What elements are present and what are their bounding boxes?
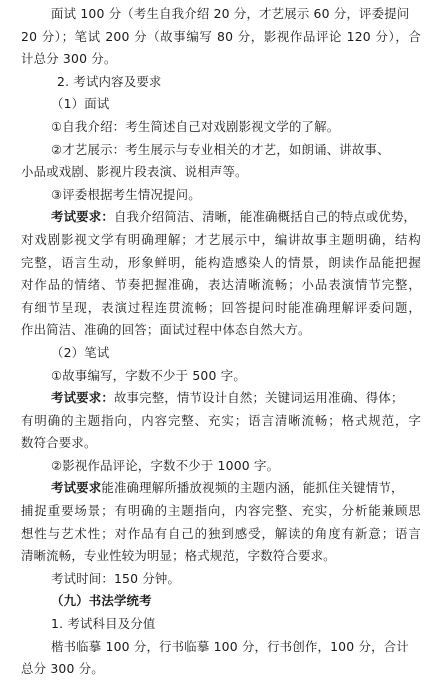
text-line: 楷书临摹 100 分，行书临摹 100 分，行书创作，100 分，合计 (51, 638, 409, 654)
text-line: ①故事编写，字数不少于 500 字。 (51, 367, 246, 383)
text-line: 想性与艺术性；对作品有自己的独到感受，解读的角度有新意；语言 (21, 525, 421, 541)
requirement-label: 考试要求 (51, 480, 102, 496)
text-line: 有明确的主题指向，内容完整、充实；语言清晰流畅；格式规范，字 (21, 412, 421, 428)
subsection-heading: （1）面试 (51, 96, 110, 112)
text-line: 计总分 300 分。 (21, 51, 117, 67)
text-line (21, 387, 421, 410)
text-line: 总分 300 分。 (21, 661, 104, 677)
requirement-label: 考试要求： (51, 209, 114, 225)
text-line: 清晰流畅，专业性较为明显；格式规范，字数符合要求。 (21, 548, 336, 564)
text-line: 20 分）；笔试 200 分（故事编写 80 分，影视作品评论 120 分），合 (21, 28, 421, 44)
requirement-text: 能准确理解所播放视频的主题内涵，能抓住关键情节， (101, 480, 404, 496)
section-heading: （九）书法学统考 (51, 593, 152, 609)
text-line: ③评委根据考生情况提问。 (51, 186, 201, 202)
text-line: 对作品的情绪、节奏把握准确，表达清晰流畅；小品表演情节完整， (21, 277, 421, 293)
text-line: 数符合要求。 (21, 435, 97, 451)
text-line: 完整，语言生动，形象鲜明，能构造感染人的情景，朗读作品能把握 (21, 254, 421, 270)
requirement-text: 自我介绍简洁、清晰，能准确概括自己的特点或优势， (113, 209, 417, 225)
text-line: 捕捉重要场景；有明确的主题指向，内容完整、充实，分析能兼顾思 (21, 503, 421, 519)
text-line: 考试时间：150 分钟。 (51, 570, 181, 586)
text-line: ①自我介绍：考生简述自己对戏剧影视文学的了解。 (51, 118, 340, 134)
text-line (21, 206, 421, 229)
section-heading: 2. 考试内容及要求 (57, 73, 162, 89)
text-line: 有细节呈现，表演过程连贯流畅；回答提问时能准确理解评委问题， (21, 299, 421, 315)
text-line: 作出简洁、准确的回答；面试过程中体态自然大方。 (21, 322, 311, 338)
subsection-heading: （2）笔试 (51, 344, 110, 360)
text-line: ②影视作品评论，字数不少于 1000 字。 (51, 457, 280, 473)
text-line: ②才艺展示：考生展示与专业相关的才艺，如朗诵、讲故事、 (51, 141, 390, 157)
section-heading: 1. 考试科目及分值 (51, 616, 156, 632)
text-line: 对戏剧影视文学有明确理解；才艺展示中，编讲故事主题明确，结构 (21, 231, 421, 247)
requirement-text: 故事完整，情节设计自然；关键词运用准确、得体； (113, 390, 404, 406)
text-line: 小品或戏剧、影视片段表演、说相声等。 (21, 164, 248, 180)
text-line (21, 477, 421, 500)
text-line: 面试 100 分（考生自我介绍 20 分，才艺展示 60 分，评委提问 (51, 6, 410, 21)
requirement-label: 考试要求： (51, 390, 114, 406)
